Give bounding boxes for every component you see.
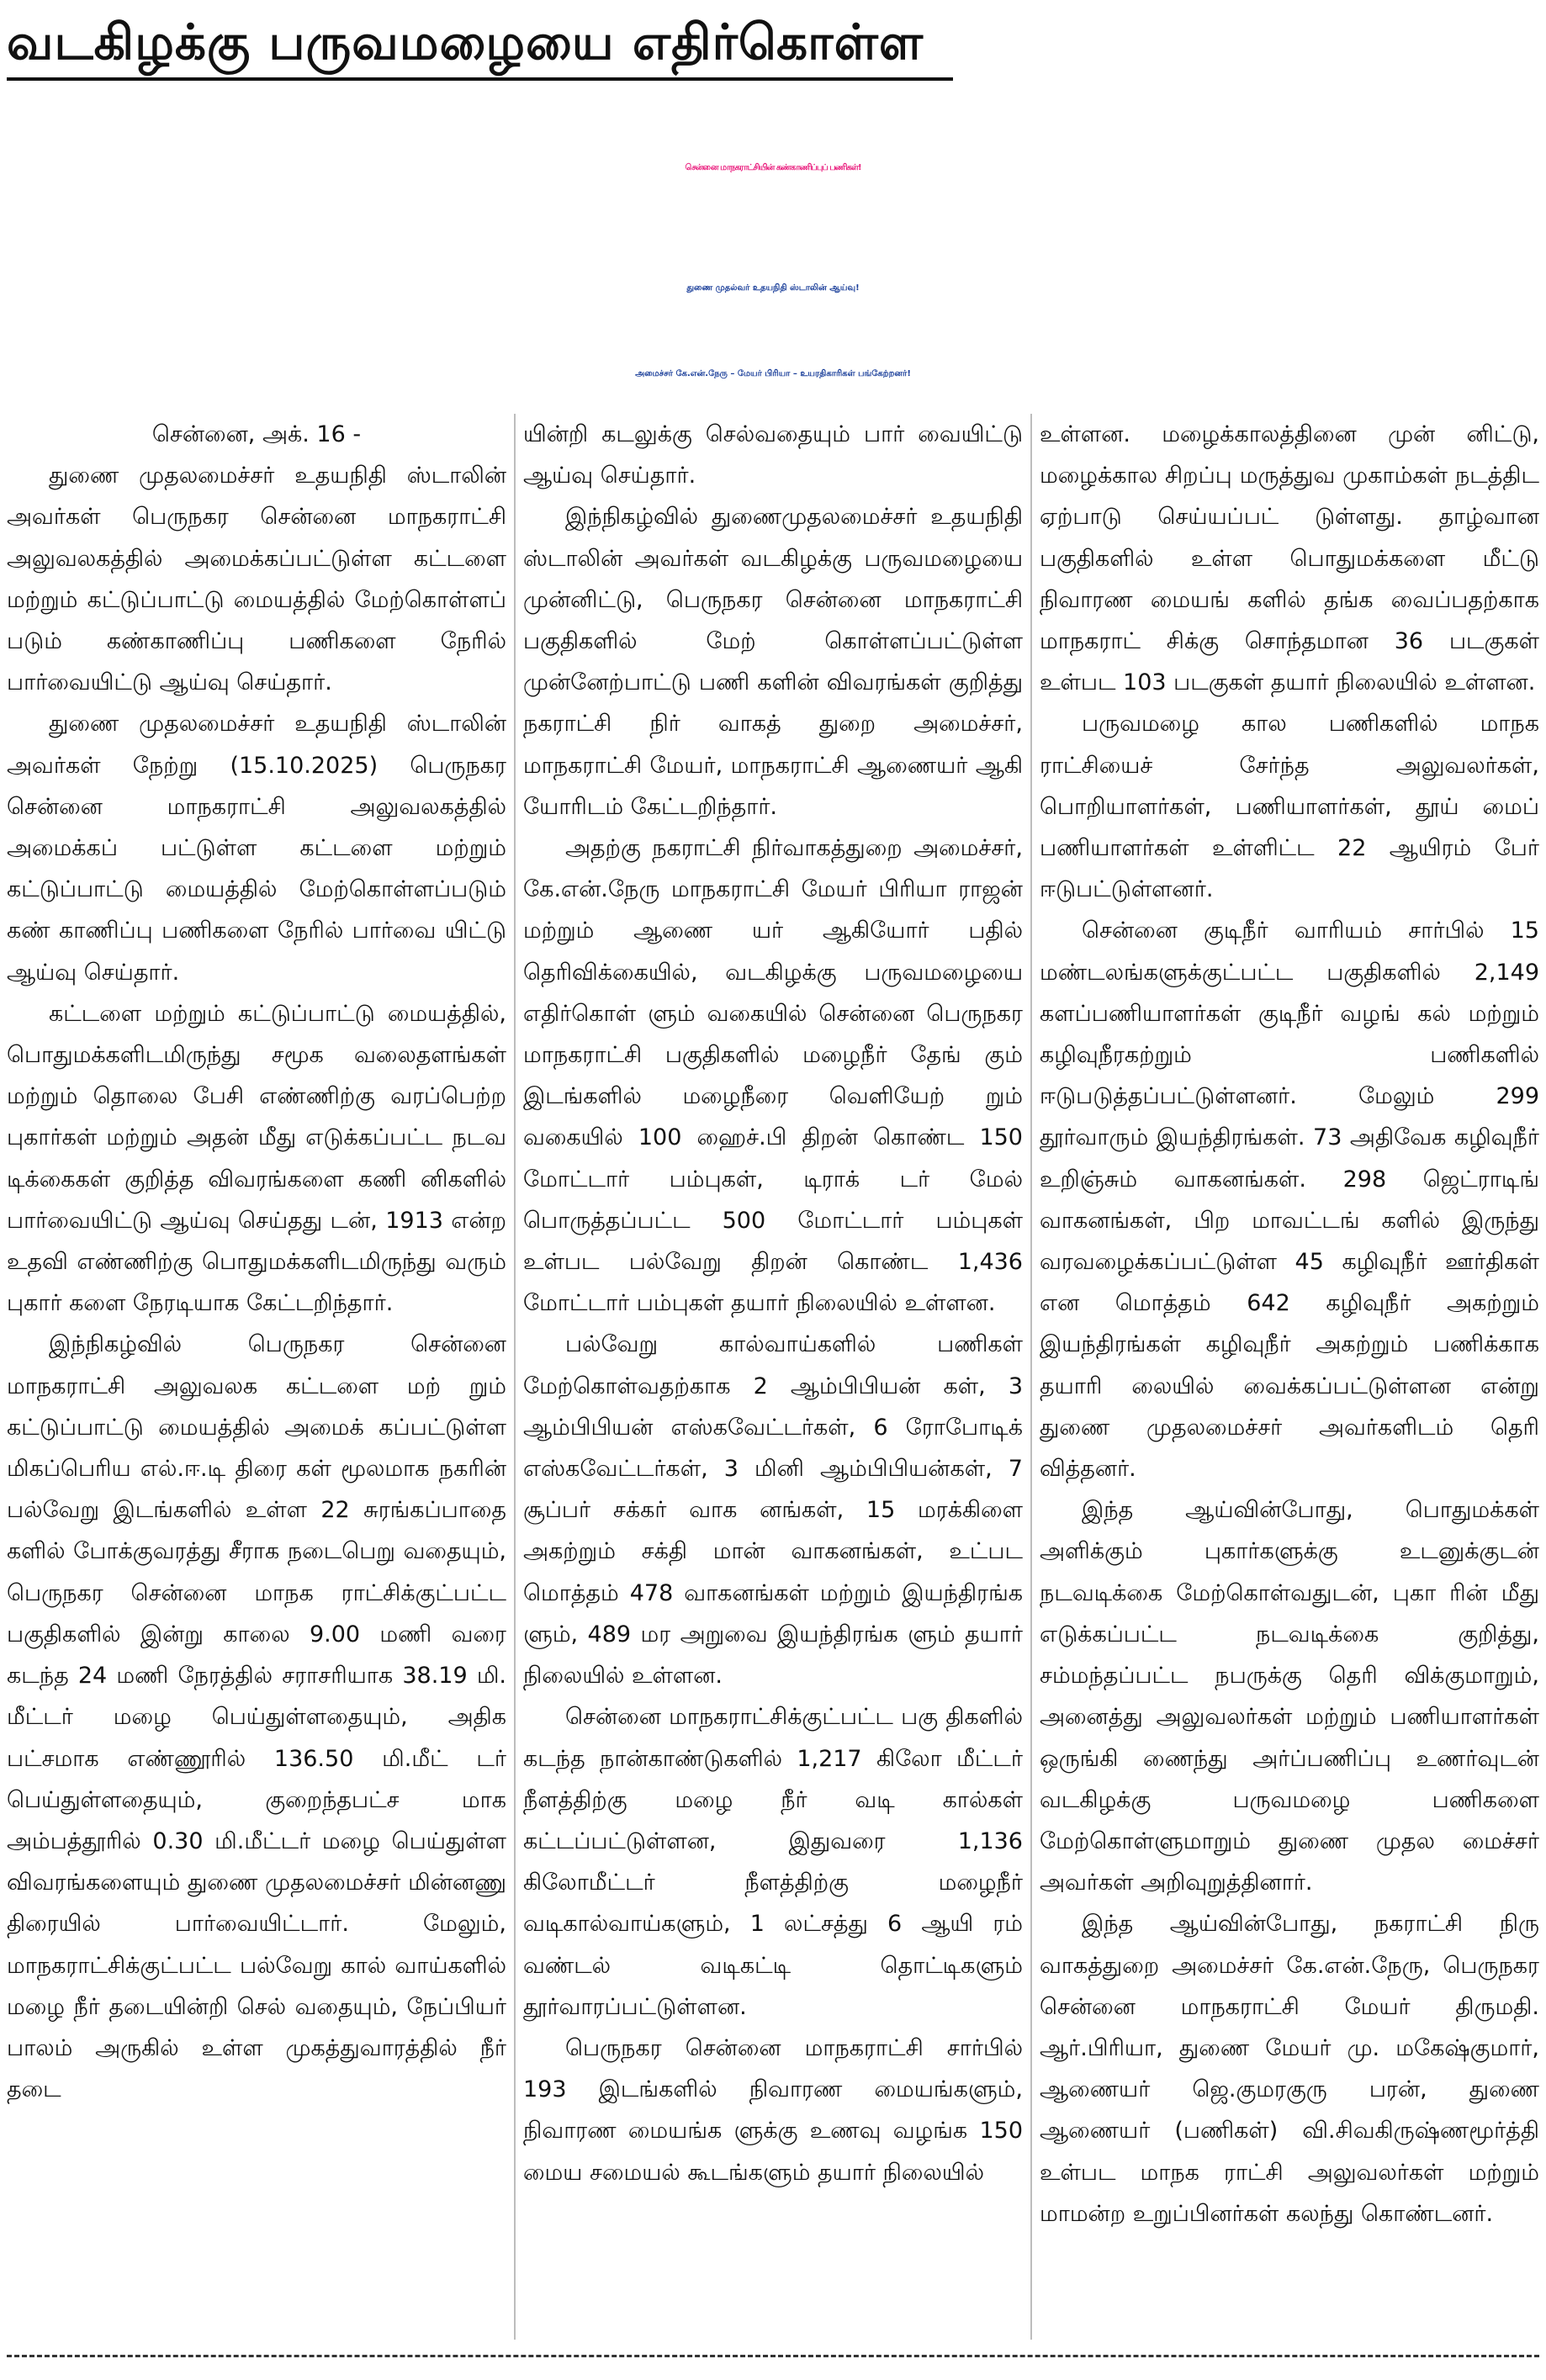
paragraph: அதற்கு நகராட்சி நிர்வாகத்துறை அமைச்சர், கே.என்.நேரு மாநகராட்சி மேயர் பிரியா ராஜன் மற்றும் ஆணை யர் ஆகியோர் பதில் தெரிவிக்கையில், வடகிழக்கு பருவமழையை எதிர்கொள் ளும் வகையில் சென்னை பெருநகர மாநகராட்சி பகுதிகளில் மழைநீர் தேங் கும் இடங்களில் மழைநீரை வெளியேற் றும் வகையில் 100 ஹைச்.பி திறன் கொண்ட 150 மோட்டார் பம்புகள், டிராக் டர் மேல் பொருத்தப்பட்ட 500 மோட்டார் பம்புகள் உள்பட பல்வேறு திறன் கொண்ட 1,436 மோட்டார் பம்புகள் தயார் நிலையில் உள்ளன. (523, 835, 1023, 1317)
bottom-dashed-rule (7, 2355, 1539, 2357)
kicker-underline (7, 77, 953, 81)
paragraph: பல்வேறு கால்வாய்களில் பணிகள் மேற்கொள்வதற்காக 2 ஆம்பிபியன் கள், 3 ஆம்பிபியன் எஸ்கவேட்டர்கள், 6 ரோபோடிக் எஸ்கவேட்டர்கள், 3 மினி ஆம்பிபியன்கள், 7 சூப்பர் சக்கர் வாக னங்கள், 15 மரக்கிளை அகற்றும் சக்தி மான் வாகனங்கள், உட்பட மொத்தம் 478 வாகனங்கள் மற்றும் இயந்திரங்க ளும், 489 மர அறுவை இயந்திரங்க ளும் தயார் நிலையில் உள்ளன. (523, 1331, 1023, 1690)
paragraph: சென்னை மாநகராட்சிக்குட்பட்ட பகு திகளில் கடந்த நான்காண்டுகளில் 1,217 கிலோ மீட்டர் நீளத்திற்கு மழை நீர் வடி கால்கள் கட்டப்பட்டுள்ளன, இதுவரை 1,136 கிலோமீட்டர் நீளத்திற்கு மழைநீர் வடிகால்வாய்களும், 1 லட்சத்து 6 ஆயி ரம் வண்டல் வடிகட்டி தொட்டிகளும் தூர்வாரப்பட்டுள்ளன. (523, 1704, 1023, 2020)
paragraph: பருவமழை கால பணிகளில் மாநக ராட்சியைச் சேர்ந்த அலுவலர்கள், பொறியாளர்கள், பணியாளர்கள், தூய் மைப் பணியாளர்கள் உள்ளிட்ட 22 ஆயிரம் பேர் ஈடுபட்டுள்ளனர். (1040, 711, 1539, 903)
kicker-headline: வடகிழக்கு பருவமழையை எதிர்கொள்ள (7, 13, 924, 71)
article-column-3 (1040, 414, 1539, 2340)
article-column-2 (523, 414, 1023, 2340)
paragraph: இந்நிகழ்வில் பெருநகர சென்னை மாநகராட்சி அலுவலக கட்டளை மற் றும் கட்டுப்பாட்டு மையத்தில் அமைக் கப்பட்டுள்ள மிகப்பெரிய எல்.ஈ.டி திரை கள் மூலமாக நகரின் பல்வேறு இடங்களில் உள்ள 22 சுரங்கப்பாதை களில் போக்குவரத்து சீராக நடைபெறு வதையும், பெருநகர சென்னை மாநக ராட்சிக்குட்பட்ட பகுதிகளில் இன்று காலை 9.00 மணி வரை கடந்த 24 மணி நேரத்தில் சராசரியாக 38.19 மி. மீட்டர் மழை பெய்துள்ளதையும், அதிக பட்சமாக எண்ணூரில் 136.50 மி.மீட் டர் பெய்துள்ளதையும், குறைந்தபட்ச மாக அம்பத்தூரில் 0.30 மி.மீட்டர் மழை பெய்துள்ள விவரங்களையும் துணை முதலமைச்சர் மின்னணு திரையில் பார்வையிட்டார். மேலும், மாநகராட்சிக்குட்பட்ட பல்வேறு கால் வாய்களில் மழை நீர் தடையின்றி செல் வதையும், நேப்பியர் பாலம் அருகில் உள்ள முகத்துவாரத்தில் நீர் தடை (7, 1331, 506, 2103)
column-divider (1030, 414, 1032, 2340)
dateline: சென்னை, அக். 16 - (151, 421, 362, 447)
paragraph: பெருநகர சென்னை மாநகராட்சி சார்பில் 193 இடங்களில் நிவாரண மையங்களும், நிவாரண மையங்க ளுக்கு உணவு வழங்க 150 மைய சமையல் கூடங்களும் தயார் நிலையில் (523, 2034, 1023, 2186)
paragraph: இந்த ஆய்வின்போது, நகராட்சி நிரு வாகத்துறை அமைச்சர் கே.என்.நேரு, பெருநகர சென்னை மாநகராட்சி மேயர் திருமதி. ஆர்.பிரியா, துணை மேயர் மு. மகேஷ்குமார், ஆணையர் ஜெ.குமரகுரு பரன், துணை ஆணையர் (பணிகள்) வி.சிவகிருஷ்ணமூர்த்தி உள்பட மாநக ராட்சி அலுவலர்கள் மற்றும் மாமன்ற உறுப்பினர்கள் கலந்து கொண்டனர். (1040, 1911, 1539, 2227)
paragraph: துணை முதலமைச்சர் உதயநிதி ஸ்டாலின் அவர்கள் பெருநகர சென்னை மாநகராட்சி அலுவலகத்தில் அமைக்கப்பட்டுள்ள கட்டளை மற்றும் கட்டுப்பாட்டு மையத்தில் மேற்கொள்ளப் படும் கண்காணிப்பு பணிகளை நேரில் பார்வையிட்டு ஆய்வு செய்தார். (7, 463, 506, 696)
article-column-1 (7, 414, 506, 2340)
paragraph: சென்னை குடிநீர் வாரியம் சார்பில் 15 மண்டலங்களுக்குட்பட்ட பகுதிகளில் 2,149 களப்பணியாளர்கள் குடிநீர் வழங் கல் மற்றும் கழிவுநீரகற்றும் பணிகளில் ஈடுபடுத்தப்பட்டுள்ளனர். மேலும் 299 தூர்வாரும் இயந்திரங்கள். 73 அதிவேக கழிவுநீர் உறிஞ்சும் வாகனங்கள். 298 ஜெட்ராடிங் வாகனங்கள், பிற மாவட்டங் களில் இருந்து வரவழைக்கப்பட்டுள்ள 45 கழிவுநீர் ஊர்திகள் என மொத்தம் 642 கழிவுநீர் அகற்றும் இயந்திரங்கள் கழிவுநீர் அகற்றும் பணிக்காக தயாரி லையில் வைக்கப்பட்டுள்ளன என்று துணை முதலமைச்சர் அவர்களிடம் தெரி வித்தனர். (1040, 918, 1539, 1483)
paragraph: கட்டளை மற்றும் கட்டுப்பாட்டு மையத்தில், பொதுமக்களிடமிருந்து சமூக வலைதளங்கள் மற்றும் தொலை பேசி எண்ணிற்கு வரப்பெற்ற புகார்கள் மற்றும் அதன் மீது எடுக்கப்பட்ட நடவ டிக்கைகள் குறித்த விவரங்களை கணி னிகளில் பார்வையிட்டு ஆய்வு செய்தது டன், 1913 என்ற உதவி எண்ணிற்கு பொதுமக்களிடமிருந்து வரும் புகார் களை நேரடியாக கேட்டறிந்தார். (7, 1000, 506, 1317)
paragraph: துணை முதலமைச்சர் உதயநிதி ஸ்டாலின் அவர்கள் நேற்று (15.10.2025) பெருநகர சென்னை மாநகராட்சி அலுவலகத்தில் அமைக்கப் பட்டுள்ள கட்டளை மற்றும் கட்டுப்பாட்டு மையத்தில் மேற்கொள்ளப்படும் கண் காணிப்பு பணிகளை நேரில் பார்வை யிட்டு ஆய்வு செய்தார். (7, 711, 506, 986)
paragraph: இந்நிகழ்வில் துணைமுதலமைச்சர் உதயநிதி ஸ்டாலின் அவர்கள் வடகிழக்கு பருவமழையை முன்னிட்டு, பெருநகர சென்னை மாநகராட்சி பகுதிகளில் மேற் கொள்ளப்பட்டுள்ள முன்னேற்பாட்டு பணி களின் விவரங்கள் குறித்து நகராட்சி நிர் வாகத் துறை அமைச்சர், மாநகராட்சி மேயர், மாநகராட்சி ஆணையர் ஆகி யோரிடம் கேட்டறிந்தார். (523, 504, 1023, 820)
secondary-subheadline: அமைச்சர் கே.என்.நேரு – மேயர் பிரியா – உயரதிகாரிகள் பங்கேற்றனர்! (635, 369, 911, 378)
column-divider (514, 414, 516, 2340)
paragraph: யின்றி கடலுக்கு செல்வதையும் பார் வையிட்டு ஆய்வு செய்தார். (523, 421, 1023, 489)
paragraph: உள்ளன. மழைக்காலத்தினை முன் னிட்டு, மழைக்கால சிறப்பு மருத்துவ முகாம்கள் நடத்திட ஏற்பாடு செய்யப்பட் டுள்ளது. தாழ்வான பகுதிகளில் உள்ள பொதுமக்களை மீட்டு நிவாரண மையங் களில் தங்க வைப்பதற்காக மாநகராட் சிக்கு சொந்தமான 36 படகுகள் உள்பட 103 படகுகள் தயார் நிலையில் உள்ளன. (1040, 421, 1539, 696)
main-headline: சென்னை மாநகராட்சியின் கண்காணிப்புப் பணிகள்! (685, 163, 861, 172)
paragraph: இந்த ஆய்வின்போது, பொதுமக்கள் அளிக்கும் புகார்களுக்கு உடனுக்குடன் நடவடிக்கை மேற்கொள்வதுடன், புகா ரின் மீது எடுக்கப்பட்ட நடவடிக்கை குறித்து, சம்மந்தப்பட்ட நபருக்கு தெரி விக்குமாறும், அனைத்து அலுவலர்கள் மற்றும் பணியாளர்கள் ஒருங்கி ணைந்து அர்ப்பணிப்பு உணர்வுடன் வடகிழக்கு பருவமழை பணிகளை மேற்கொள்ளுமாறும் துணை முதல மைச்சர் அவர்கள் அறிவுறுத்தினார். (1040, 1497, 1539, 1896)
subheadline: துணை முதல்வர் உதயநிதி ஸ்டாலின் ஆய்வு! (686, 283, 860, 293)
article-body (7, 414, 1539, 2340)
